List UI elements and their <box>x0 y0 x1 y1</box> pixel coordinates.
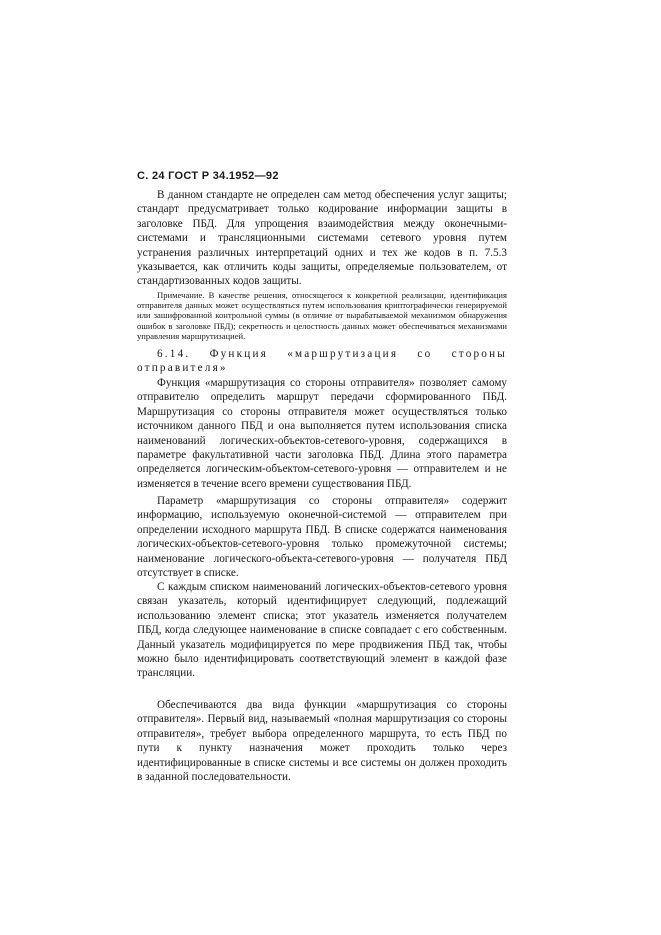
section-heading: 6.14. Функция «маршрутизация со стороны отправителя» <box>137 348 507 375</box>
page-header: С. 24 ГОСТ Р 34.1952—92 <box>137 170 279 182</box>
paragraph-3: Параметр «маршрутизация со стороны отправителя» содержит информацию, используемую оконечной-системой — отправителем при определении исходного маршрута ПБД. В списке содержатся наименования логических-объектов-сетевого-уровня только промежуточной системы; наименование логического-объекта-сетевого-уровня — получателя ПБД отсутствует в списке. <box>137 495 507 580</box>
paragraph-4: С каждым списком наименований логических-объектов-сетевого уровня связан указатель, который идентифицирует следующий, подлежащий использованию элемент списка; этот указатель изменяется получателем ПБД, когда следующее наименование в списке совпадает с его собственным. Данный указатель модифицируется по мере продвижения ПБД так, чтобы можно было идентифицировать соответствующий элемент в каждой фазе трансляции. <box>137 581 507 680</box>
section-heading-block <box>137 347 507 376</box>
paragraph-1: В данном стандарте не определен сам метод обеспечения услуг защиты; стандарт предусматривает только кодирование информации защиты в заголовке ПБД. Для упрощения взаимодействия между оконечными-системами и трансляционными системами сетевого уровня путем устранения различных интерпретаций одних и тех же кодов в п. 7.5.3 указывается, как отличить коды защиты, определяемые пользователем, от стандартизованных кодов защиты. <box>137 189 507 288</box>
paragraph-5-block <box>137 698 507 784</box>
paragraph-1-block <box>137 188 507 289</box>
note-block <box>137 290 507 341</box>
note-paragraph: Примечание. В качестве решения, относящегося к конкретной реализации, идентификация отправителя данных может осуществляться путем использования криптографически генерируемой или зашифрованной контрольной суммы (в отличие от вырабатываемой механизмом обнаружения ошибок в заголовке ПБД); секретность и целостность данных может обеспечиваться механизмами управления маршрутизацией. <box>137 290 507 341</box>
paragraph-4-block <box>137 580 507 681</box>
paragraph-5: Обеспечиваются два вида функции «маршрутизация со стороны отправителя». Первый вид, называемый «полная маршрутизация со стороны отправителя», требует выбора определенного маршрута, то есть ПБД по пути к пункту назначения может проходить только через идентифицированные в списке системы и все системы он должен проходить в заданной последовательности. <box>137 699 507 784</box>
paragraph-2-block <box>137 376 507 491</box>
paragraph-2: Функция «маршрутизация со стороны отправителя» позволяет самому отправителю определить маршрут передачи сформированного ПБД. Маршрутизация со стороны отправителя может осуществляться только источником данного ПБД и она выполняется путем использования списка наименований логических-объектов-сетевого-уровня, содержащихся в параметре факультативной части заголовка ПБД. Длина этого параметра определяется логическим-объектом-сетевого-уровня — отправителем и не изменяется в течение всего времени существования ПБД. <box>137 377 507 490</box>
paragraph-3-block <box>137 494 507 580</box>
